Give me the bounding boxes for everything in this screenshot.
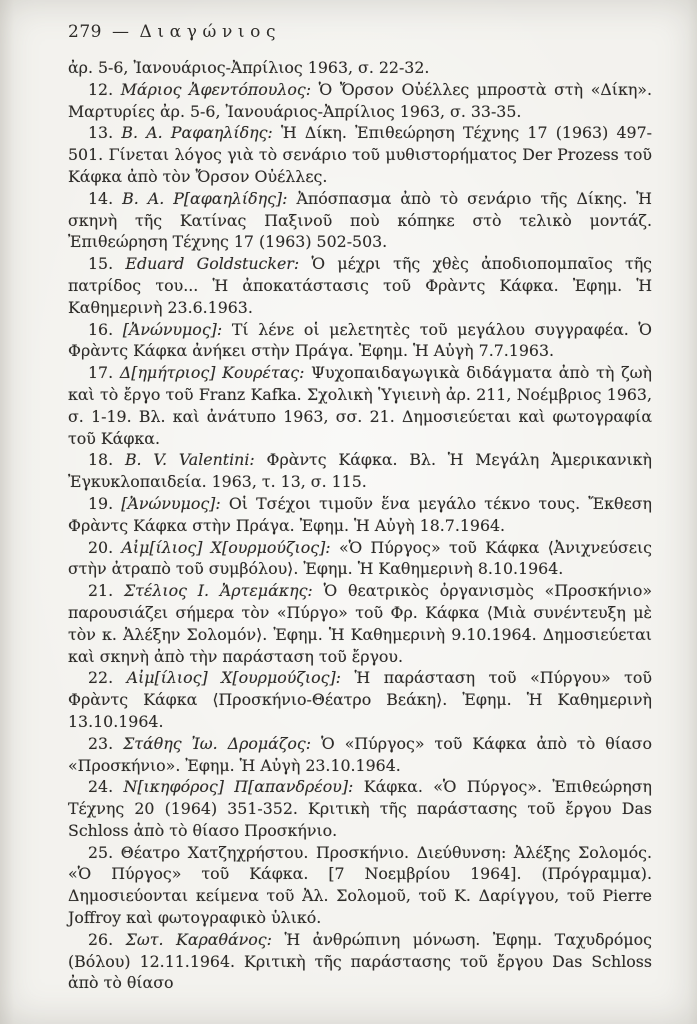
bibliography-entry xyxy=(68,667,652,732)
bibliography-entry xyxy=(68,188,652,253)
journal-title: Διαγώνιος xyxy=(139,22,282,42)
entry-text: Ἡ Δίκη. Ἐπιθεώρηση Τέχνης 17 (1963) 497-501. Γίνεται λόγος γιὰ τὸ σενάριο τοῦ μυθιστορήματος Der Prozess τοῦ Κάφκα ἀπὸ τὸν Ὄρσον Οὐέλλες. xyxy=(68,123,652,186)
entry-number: 25. xyxy=(88,842,114,862)
entry-number: 22. xyxy=(88,668,114,688)
entry-number: 18. xyxy=(88,450,114,470)
entry-text: Ψυχοπαιδαγωγικὰ διδάγματα ἀπὸ τὴ ζωὴ καὶ τὸ ἔργο τοῦ Franz Kafka. Σχολικὴ Ὑγιεινὴ ἀρ. 211, Νοέμβριος 1963, σ. 1-19. Βλ. καὶ ἀνάτυπο 1963, σσ. 21. Δημοσιεύεται καὶ φωτογραφία τοῦ Κάφκα. xyxy=(68,363,652,448)
continuation-line: ἀρ. 5-6, Ἰανουάριος-Ἀπρίλιος 1963, σ. 22-32. xyxy=(68,58,430,77)
entry-text: Φρὰντς Κάφκα. Βλ. Ἡ Μεγάλη Ἀμερικανικὴ Ἐγκυκλοπαιδεία. 1963, τ. 13, σ. 115. xyxy=(68,450,652,492)
entry-author: Αἰμ[ίλιος] Χ[ουρμούζιος]: xyxy=(126,668,341,688)
entry-author: Ν[ικηφόρος] Π[απανδρέου]: xyxy=(123,777,354,797)
bibliography-entry xyxy=(68,449,652,493)
bibliography-entry xyxy=(68,929,652,994)
entry-author: [Ἀνώνυμος]: xyxy=(121,493,221,513)
entry-author: Δ[ημήτριος] Κουρέτας: xyxy=(119,363,305,383)
entry-text: Ὁ Ὄρσον Οὐέλλες μπροστὰ στὴ «Δίκη». Μαρτυρίες ἀρ. 5-6, Ἰανουάριος-Ἀπρίλιος 1963, σ. 33-35. xyxy=(68,79,652,121)
entry-number: 23. xyxy=(88,733,114,753)
bibliography-entry xyxy=(68,253,652,318)
entry-author: Β. Α. Ραφαηλίδης: xyxy=(121,123,273,143)
bibliography-entry xyxy=(68,537,652,581)
entry-number: 20. xyxy=(88,537,114,557)
entry-text: Ὁ θεατρικὸς ὀργανισμὸς «Προσκήνιο» παρουσιάζει σήμερα τὸν «Πύργο» τοῦ Φρ. Κάφκα ⟨Μιὰ συνέντευξη μὲ τὸν κ. Ἀλέξην Σολομόν⟩. Ἐφημ. Ἡ Καθημερινὴ 9.10.1964. Δημοσιεύεται καὶ σκηνὴ ἀπὸ τὴν παράσταση τοῦ ἔργου. xyxy=(68,581,652,666)
entry-text: Οἱ Τσέχοι τιμοῦν ἕνα μεγάλο τέκνο τους. Ἔκθεση Φρὰντς Κάφκα στὴν Πράγα. Ἐφημ. Ἡ Αὐγὴ 18.7.1964. xyxy=(68,493,652,535)
entry-text: Ἀπόσπασμα ἀπὸ τὸ σενάριο τῆς Δίκης. Ἡ σκηνὴ τῆς Κατίνας Παξινοῦ ποὺ κόπηκε στὸ τελικὸ μοντάζ. Ἐπιθεώρηση Τέχνης 17 (1963) 502-503. xyxy=(68,188,652,252)
entry-text: Κάφκα. «Ὁ Πύργος». Ἐπιθεώρηση Τέχνης 20 (1964) 351-352. Κριτικὴ τῆς παράστασης τοῦ ἔργου Das Schloss ἀπὸ τὸ θίασο Προσκήνιο. xyxy=(68,777,652,840)
entry-author: B. V. Valentini: xyxy=(124,450,255,470)
bibliography-entry xyxy=(68,733,652,777)
entry-number: 19. xyxy=(88,493,114,513)
bibliography-entry xyxy=(68,776,652,841)
entry-number: 13. xyxy=(88,123,114,143)
entry-author: [Ἀνώνυμος]: xyxy=(122,319,223,339)
entry-text: Ἡ ἀνθρώπινη μόνωση. Ἐφημ. Ταχυδρόμος (Βόλου) 12.11.1964. Κριτικὴ τῆς παράστασης τοῦ ἔργου Das Schloss ἀπὸ τὸ θίασο xyxy=(68,929,652,993)
bibliography-entry xyxy=(68,362,652,449)
entry-author: Eduard Goldstucker: xyxy=(125,254,300,274)
page-number: 279 xyxy=(68,22,102,42)
entry-author: Στέλιος Ι. Ἀρτεμάκης: xyxy=(123,581,313,601)
entry-text: Ὁ μέχρι τῆς χθὲς ἀποδιοπομπαῖος τῆς πατρίδος του... Ἡ ἀποκατάστασις τοῦ Φρὰντς Κάφκα. Ἐφημ. Ἡ Καθημερινὴ 23.6.1963. xyxy=(68,254,653,317)
bibliography-entry xyxy=(68,580,652,667)
bibliography-entry xyxy=(68,319,652,363)
entry-text: «Ὁ Πύργος» τοῦ Κάφκα ⟨Ἀνιχνεύσεις στὴν ἀτραπὸ τοῦ συμβόλου⟩. Ἐφημ. Ἡ Καθημερινὴ 8.10.1964. xyxy=(68,537,652,579)
entry-number: 15. xyxy=(88,254,114,274)
bibliography-entry xyxy=(68,79,652,123)
entry-author: Στάθης Ἰω. Δρομάζος: xyxy=(123,733,312,753)
entry-number: 14. xyxy=(88,188,114,208)
page-header xyxy=(68,22,281,42)
bibliography-entry xyxy=(68,842,652,929)
entry-text: Θέατρο Χατζηχρήστου. Προσκήνιο. Διεύθυνση: Ἀλέξης Σολομός. «Ὁ Πύργος» τοῦ Κάφκα. [7 Νοεμβρίου 1964]. (Πρόγραμμα). Δημοσιεύονται κείμενα τοῦ Ἀλ. Σολομοῦ, τοῦ Κ. Δαρίγγου, τοῦ Pierre Joffroy καὶ φωτογραφικὸ ὑλικό. xyxy=(68,842,652,928)
entry-text: Ὁ «Πύργος» τοῦ Κάφκα ἀπὸ τὸ θίασο «Προσκήνιο». Ἐφημ. Ἡ Αὐγὴ 23.10.1964. xyxy=(68,733,652,775)
entry-text: Τί λένε οἱ μελετητὲς τοῦ μεγάλου συγγραφέα. Ὁ Φρὰντς Κάφκα ἀνήκει στὴν Πράγα. Ἐφημ. Ἡ Αὐγὴ 7.7.1963. xyxy=(68,319,652,361)
entry-author: Σωτ. Καραθάνος: xyxy=(125,929,272,949)
bibliography-entry xyxy=(68,493,652,537)
entry-author: Αἰμ[ίλιος] Χ[ουρμούζιος]: xyxy=(121,537,331,557)
bibliography-entry xyxy=(68,122,652,187)
entry-author: Μάριος Ἀφεντόπουλος: xyxy=(120,79,312,99)
entry-number: 24. xyxy=(88,777,114,797)
entry-number: 26. xyxy=(88,929,114,949)
entry-text: Ἡ παράσταση τοῦ «Πύργου» τοῦ Φρὰντς Κάφκα ⟨Προσκήνιο-Θέατρο Βεάκη⟩. Ἐφημ. Ἡ Καθημερινὴ 13.10.1964. xyxy=(68,668,653,731)
entry-author: Β. Α. Ρ[αφαηλίδης]: xyxy=(122,188,288,208)
bibliography-text-block xyxy=(68,57,652,994)
entry-number: 21. xyxy=(88,581,114,601)
header-separator: — xyxy=(111,22,130,42)
entry-number: 12. xyxy=(88,79,114,99)
entry-number: 17. xyxy=(88,363,114,383)
bibliography-entries xyxy=(68,79,652,994)
entry-number: 16. xyxy=(88,319,114,339)
